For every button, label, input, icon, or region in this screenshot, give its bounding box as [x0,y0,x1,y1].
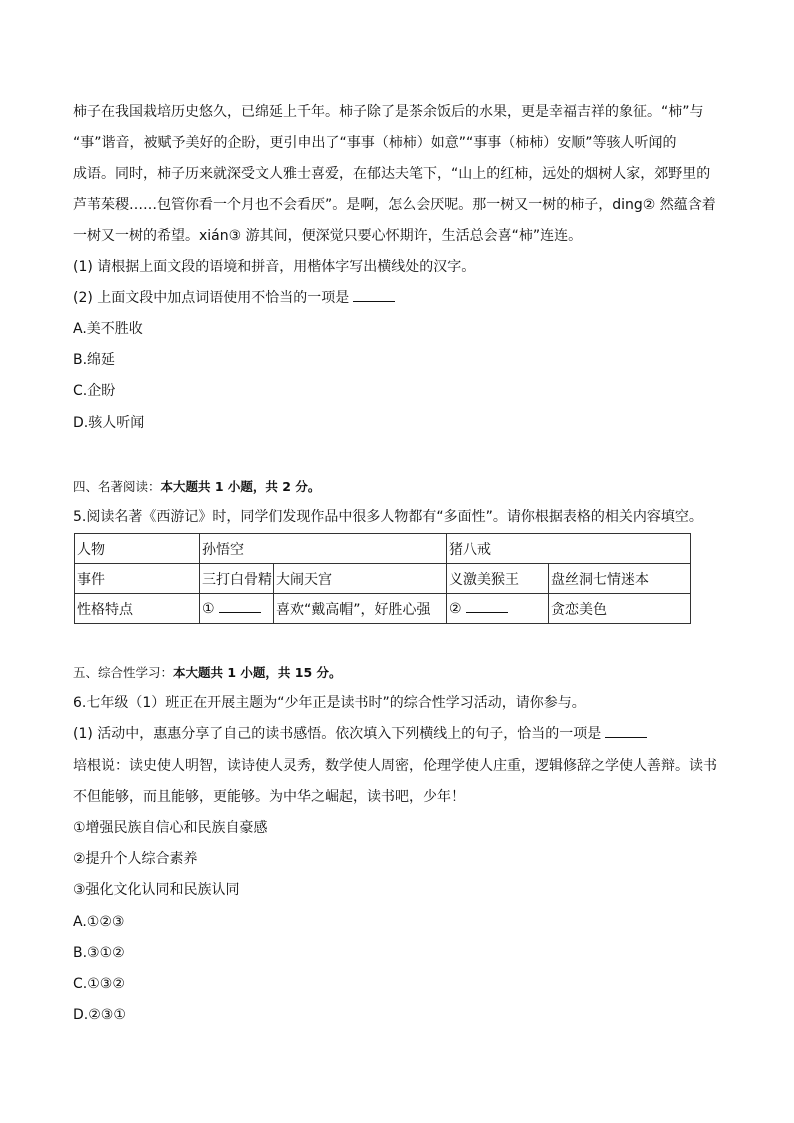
question-6-1-wrap [73,725,647,743]
option-d: D.骇人听闻 [73,415,145,431]
question-4-1: (1) 请根据上面文段的语境和拼音，用楷体字写出横线处的汉字。 [73,259,476,275]
question-6: 6.七年级（1）班正在开展主题为“少年正是读书时”的综合性学习活动，请你参与。 [73,695,586,711]
question-6-text-1: 培根说：读史使人明智，读诗使人灵秀，数学使人周密，伦理学使人庄重，逻辑修辞之学使人善辩。读书 [73,758,717,774]
table-cell: 三打白骨精 [200,564,274,594]
answer-blank [605,725,647,738]
section-4-heading: 四、名著阅读：本大题共 1 小题，共 2 分。 [73,479,321,494]
table-cell: 大闹天宫 [274,564,447,594]
passage-line-2: “事”谐音，被赋予美好的企盼，更引申出了“事事（柿柿）如意”“事事（柿柿）安顺”等骇人听闻的 [73,135,677,151]
item-1: ①增强民族自信心和民族自豪感 [73,820,268,836]
option-d: D.②③① [73,1007,126,1023]
option-a: A.美不胜收 [73,321,143,337]
item-3: ③强化文化认同和民族认同 [73,882,240,898]
table-cell: 义激美猴王 [447,564,549,594]
table-row [75,534,691,564]
answer-blank [219,600,261,613]
passage-line-5: 一树又一树的希望。xián③ 游其间，便深觉只要心怀期许，生活总会喜“柿”连连。 [73,228,583,244]
question-5: 5.阅读名著《西游记》时，同学们发现作品中很多人物都有“多面性”。请你根据表格的相关内容填空。 [73,509,703,525]
question-6-text-2: 不但能够，而且能够，更能够。为中华之崛起，读书吧，少年！ [73,789,465,805]
table-row [75,594,691,624]
table-row [75,564,691,594]
question-4-2: (2) 上面文段中加点词语使用不恰当的一项是 [73,290,350,306]
passage-line-4: 芦苇茱稷……包管你看一个月也不会看厌”。是啊，怎么会厌呢。那一树又一树的柿子，ding② 然蕴含着 [73,197,716,213]
table-cell: 事件 [75,564,200,594]
option-c: C.①③② [73,976,125,992]
answer-blank [353,289,395,302]
character-table [74,533,691,624]
option-b: B.③①② [73,945,125,961]
question-4-2-wrap [73,289,395,307]
table-cell: 猪八戒 [447,534,691,564]
item-2: ②提升个人综合素养 [73,851,198,867]
table-cell: 性格特点 [75,594,200,624]
table-cell: 喜欢“戴高帽”，好胜心强 [274,594,447,624]
table-cell: 贪恋美色 [549,594,691,624]
section-5-heading: 五、综合性学习：本大题共 1 小题，共 15 分。 [73,665,342,680]
table-cell: 孙悟空 [200,534,447,564]
table-cell: ② [447,594,549,624]
question-6-1: (1) 活动中，惠惠分享了自己的读书感悟。依次填入下列横线上的句子，恰当的一项是 [73,726,602,742]
option-b: B.绵延 [73,352,116,368]
table-cell: 盘丝洞七情迷本 [549,564,691,594]
option-a: A.①②③ [73,914,125,930]
passage-line-1: 柿子在我国栽培历史悠久，已绵延上千年。柿子除了是茶余饭后的水果，更是幸福吉祥的象征。“柿”与 [73,104,704,120]
answer-blank [466,600,508,613]
table-cell: 人物 [75,534,200,564]
passage-line-3: 成语。同时，柿子历来就深受文人雅士喜爱，在郁达夫笔下，“山上的红柿，远处的烟树人家，郊野里的 [73,166,711,182]
option-c: C.企盼 [73,383,116,399]
table-cell: ① [200,594,274,624]
